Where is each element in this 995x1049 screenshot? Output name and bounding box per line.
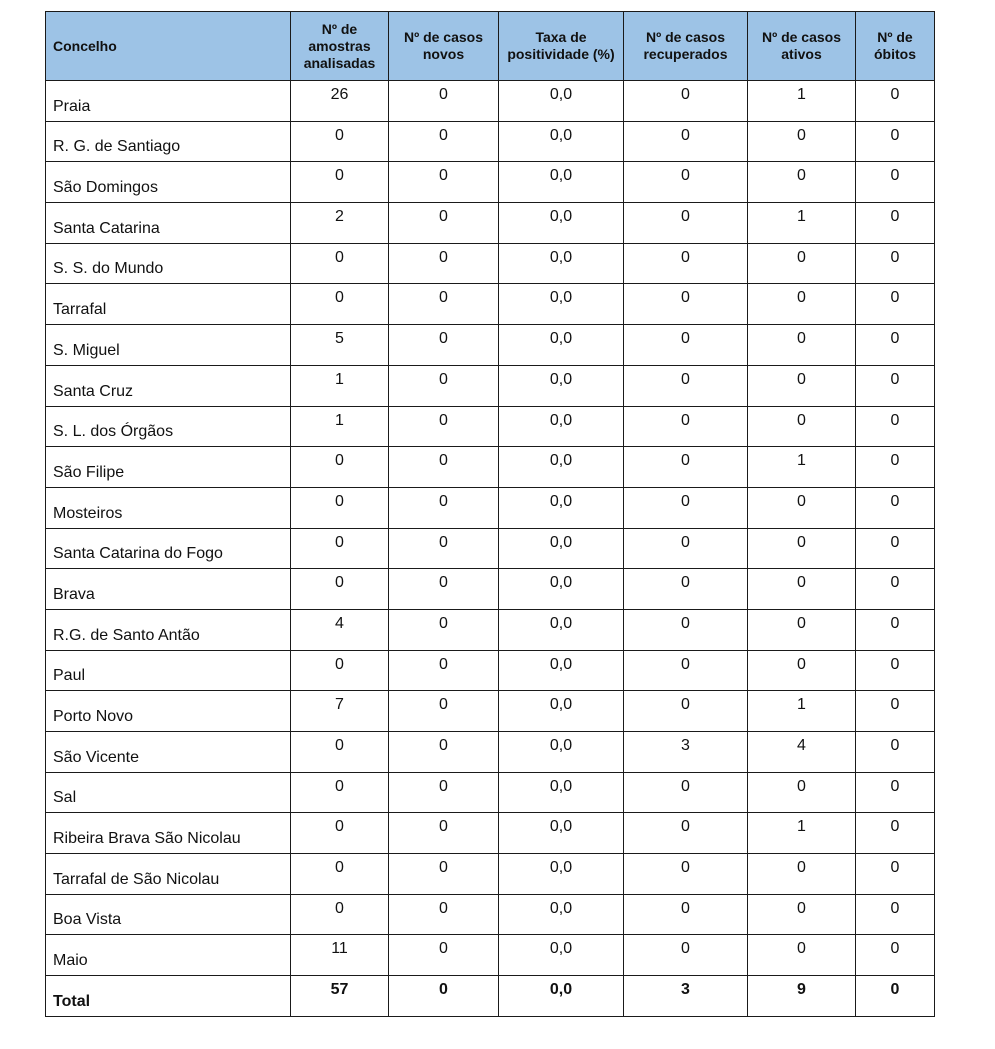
- header-row: [46, 12, 935, 81]
- value-cell: 0: [748, 243, 856, 284]
- table-row: [46, 732, 935, 773]
- table-row: [46, 406, 935, 447]
- value-cell: 0: [389, 365, 499, 406]
- table-row: [46, 894, 935, 935]
- value-cell: 0: [291, 732, 389, 773]
- table-row: [46, 203, 935, 244]
- value-cell: 0,0: [499, 365, 624, 406]
- value-cell: 0,0: [499, 935, 624, 976]
- municipality-cell: São Domingos: [46, 162, 291, 203]
- municipality-cell: Tarrafal: [46, 284, 291, 325]
- value-cell: 5: [291, 325, 389, 366]
- municipality-cell: Praia: [46, 81, 291, 122]
- value-cell: 4: [291, 609, 389, 650]
- municipality-cell: Santa Catarina: [46, 203, 291, 244]
- header-cell: Nº de casos ativos: [748, 12, 856, 81]
- value-cell: 0: [291, 528, 389, 569]
- municipality-cell: R. G. de Santiago: [46, 121, 291, 162]
- value-cell: 0,0: [499, 854, 624, 895]
- value-cell: 0: [856, 854, 935, 895]
- table-row: [46, 772, 935, 813]
- value-cell: 0: [856, 894, 935, 935]
- value-cell: 0: [291, 284, 389, 325]
- municipality-cell: Ribeira Brava São Nicolau: [46, 813, 291, 854]
- value-cell: 0,0: [499, 772, 624, 813]
- value-cell: 3: [624, 976, 748, 1017]
- value-cell: 4: [748, 732, 856, 773]
- value-cell: 0: [624, 650, 748, 691]
- value-cell: 0: [389, 284, 499, 325]
- value-cell: 0: [389, 691, 499, 732]
- value-cell: 0: [748, 162, 856, 203]
- value-cell: 0,0: [499, 894, 624, 935]
- value-cell: 0: [748, 650, 856, 691]
- value-cell: 0: [291, 487, 389, 528]
- table-row: [46, 365, 935, 406]
- value-cell: 0: [624, 284, 748, 325]
- value-cell: 0: [291, 243, 389, 284]
- value-cell: 0: [291, 569, 389, 610]
- value-cell: 0: [624, 528, 748, 569]
- value-cell: 0: [624, 609, 748, 650]
- value-cell: 0,0: [499, 732, 624, 773]
- value-cell: 0: [624, 121, 748, 162]
- value-cell: 0: [748, 528, 856, 569]
- value-cell: 0: [624, 813, 748, 854]
- value-cell: 0: [856, 528, 935, 569]
- value-cell: 0: [624, 243, 748, 284]
- table-row: [46, 650, 935, 691]
- value-cell: 0: [748, 365, 856, 406]
- value-cell: 0,0: [499, 691, 624, 732]
- value-cell: 0: [389, 162, 499, 203]
- value-cell: 0: [624, 81, 748, 122]
- value-cell: 1: [291, 365, 389, 406]
- value-cell: 0: [624, 935, 748, 976]
- table-row: [46, 284, 935, 325]
- value-cell: 0: [624, 487, 748, 528]
- value-cell: 0: [389, 243, 499, 284]
- table-row: [46, 162, 935, 203]
- value-cell: 0: [389, 854, 499, 895]
- value-cell: 0: [389, 976, 499, 1017]
- value-cell: 0: [856, 609, 935, 650]
- value-cell: 0: [856, 365, 935, 406]
- value-cell: 0: [624, 854, 748, 895]
- value-cell: 0: [856, 813, 935, 854]
- value-cell: 0,0: [499, 609, 624, 650]
- municipality-cell: Maio: [46, 935, 291, 976]
- value-cell: 0: [389, 447, 499, 488]
- value-cell: 0,0: [499, 121, 624, 162]
- value-cell: 0: [856, 976, 935, 1017]
- municipality-cell: S. L. dos Órgãos: [46, 406, 291, 447]
- value-cell: 0: [291, 447, 389, 488]
- value-cell: 0: [389, 528, 499, 569]
- value-cell: 57: [291, 976, 389, 1017]
- value-cell: 0: [856, 284, 935, 325]
- municipality-cell: Brava: [46, 569, 291, 610]
- value-cell: 0: [624, 365, 748, 406]
- value-cell: 0,0: [499, 284, 624, 325]
- value-cell: 1: [291, 406, 389, 447]
- table-row: [46, 854, 935, 895]
- value-cell: 0: [856, 243, 935, 284]
- value-cell: 1: [748, 203, 856, 244]
- value-cell: 0: [291, 854, 389, 895]
- table-row: [46, 121, 935, 162]
- value-cell: 0,0: [499, 650, 624, 691]
- value-cell: 0: [856, 732, 935, 773]
- value-cell: 1: [748, 81, 856, 122]
- municipality-cell: São Vicente: [46, 732, 291, 773]
- municipality-cell: Santa Catarina do Fogo: [46, 528, 291, 569]
- value-cell: 0: [389, 813, 499, 854]
- value-cell: 0: [856, 650, 935, 691]
- value-cell: 26: [291, 81, 389, 122]
- value-cell: 0,0: [499, 243, 624, 284]
- value-cell: 0: [389, 406, 499, 447]
- value-cell: 0: [389, 487, 499, 528]
- value-cell: 0: [856, 162, 935, 203]
- table-row: [46, 487, 935, 528]
- value-cell: 0,0: [499, 203, 624, 244]
- value-cell: 0,0: [499, 406, 624, 447]
- value-cell: 0: [748, 284, 856, 325]
- value-cell: 0: [856, 121, 935, 162]
- value-cell: 0: [389, 81, 499, 122]
- value-cell: 0,0: [499, 447, 624, 488]
- value-cell: 1: [748, 813, 856, 854]
- value-cell: 0: [624, 325, 748, 366]
- value-cell: 0: [748, 772, 856, 813]
- header-cell: Nº de óbitos: [856, 12, 935, 81]
- value-cell: 0: [624, 569, 748, 610]
- value-cell: 0: [291, 813, 389, 854]
- value-cell: 0: [856, 487, 935, 528]
- value-cell: 0: [748, 121, 856, 162]
- value-cell: 0: [389, 569, 499, 610]
- value-cell: 0: [389, 609, 499, 650]
- value-cell: 0: [748, 935, 856, 976]
- value-cell: 0,0: [499, 976, 624, 1017]
- value-cell: 0: [389, 121, 499, 162]
- value-cell: 0: [389, 732, 499, 773]
- value-cell: 0,0: [499, 528, 624, 569]
- value-cell: 0: [291, 162, 389, 203]
- table-row: [46, 243, 935, 284]
- value-cell: 0,0: [499, 813, 624, 854]
- value-cell: 0: [624, 691, 748, 732]
- table-row: [46, 935, 935, 976]
- municipality-cell: Boa Vista: [46, 894, 291, 935]
- value-cell: 0: [291, 894, 389, 935]
- table-row: [46, 609, 935, 650]
- table-row: [46, 569, 935, 610]
- header-cell: Nº de casos recuperados: [624, 12, 748, 81]
- value-cell: 0: [748, 894, 856, 935]
- table-row: [46, 813, 935, 854]
- cases-by-municipality-table: [45, 11, 935, 1017]
- value-cell: 0: [748, 569, 856, 610]
- value-cell: 0: [291, 772, 389, 813]
- value-cell: 11: [291, 935, 389, 976]
- value-cell: 0: [389, 894, 499, 935]
- total-row: [46, 976, 935, 1017]
- value-cell: 7: [291, 691, 389, 732]
- municipality-cell: Mosteiros: [46, 487, 291, 528]
- value-cell: 0: [291, 650, 389, 691]
- value-cell: 0: [856, 935, 935, 976]
- value-cell: 0: [748, 609, 856, 650]
- value-cell: 9: [748, 976, 856, 1017]
- value-cell: 0: [624, 162, 748, 203]
- value-cell: 0: [624, 447, 748, 488]
- value-cell: 0: [856, 691, 935, 732]
- value-cell: 0: [748, 854, 856, 895]
- value-cell: 0: [389, 935, 499, 976]
- value-cell: 0: [856, 325, 935, 366]
- header-cell: Taxa de positividade (%): [499, 12, 624, 81]
- value-cell: 3: [624, 732, 748, 773]
- value-cell: 1: [748, 447, 856, 488]
- header-cell: Nº de amostras analisadas: [291, 12, 389, 81]
- value-cell: 0: [389, 650, 499, 691]
- value-cell: 0: [624, 894, 748, 935]
- municipality-cell: Sal: [46, 772, 291, 813]
- value-cell: 0,0: [499, 487, 624, 528]
- value-cell: 0,0: [499, 569, 624, 610]
- table-row: [46, 325, 935, 366]
- municipality-cell: Total: [46, 976, 291, 1017]
- value-cell: 0: [624, 406, 748, 447]
- value-cell: 0: [856, 447, 935, 488]
- value-cell: 0: [389, 772, 499, 813]
- table-row: [46, 691, 935, 732]
- table-row: [46, 81, 935, 122]
- value-cell: 0,0: [499, 162, 624, 203]
- table-body: [46, 81, 935, 1017]
- municipality-cell: R.G. de Santo Antão: [46, 609, 291, 650]
- municipality-cell: Paul: [46, 650, 291, 691]
- value-cell: 0: [291, 121, 389, 162]
- municipality-cell: Santa Cruz: [46, 365, 291, 406]
- value-cell: 0: [748, 487, 856, 528]
- municipality-cell: São Filipe: [46, 447, 291, 488]
- municipality-cell: Tarrafal de São Nicolau: [46, 854, 291, 895]
- value-cell: 0: [624, 772, 748, 813]
- table-row: [46, 447, 935, 488]
- value-cell: 0,0: [499, 325, 624, 366]
- municipality-cell: Porto Novo: [46, 691, 291, 732]
- header-cell: Nº de casos novos: [389, 12, 499, 81]
- value-cell: 2: [291, 203, 389, 244]
- header-cell: Concelho: [46, 12, 291, 81]
- value-cell: 1: [748, 691, 856, 732]
- value-cell: 0: [856, 81, 935, 122]
- value-cell: 0: [748, 406, 856, 447]
- value-cell: 0,0: [499, 81, 624, 122]
- value-cell: 0: [389, 325, 499, 366]
- value-cell: 0: [389, 203, 499, 244]
- value-cell: 0: [624, 203, 748, 244]
- value-cell: 0: [856, 772, 935, 813]
- municipality-cell: S. Miguel: [46, 325, 291, 366]
- table-row: [46, 528, 935, 569]
- value-cell: 0: [748, 325, 856, 366]
- value-cell: 0: [856, 406, 935, 447]
- municipality-cell: S. S. do Mundo: [46, 243, 291, 284]
- value-cell: 0: [856, 569, 935, 610]
- value-cell: 0: [856, 203, 935, 244]
